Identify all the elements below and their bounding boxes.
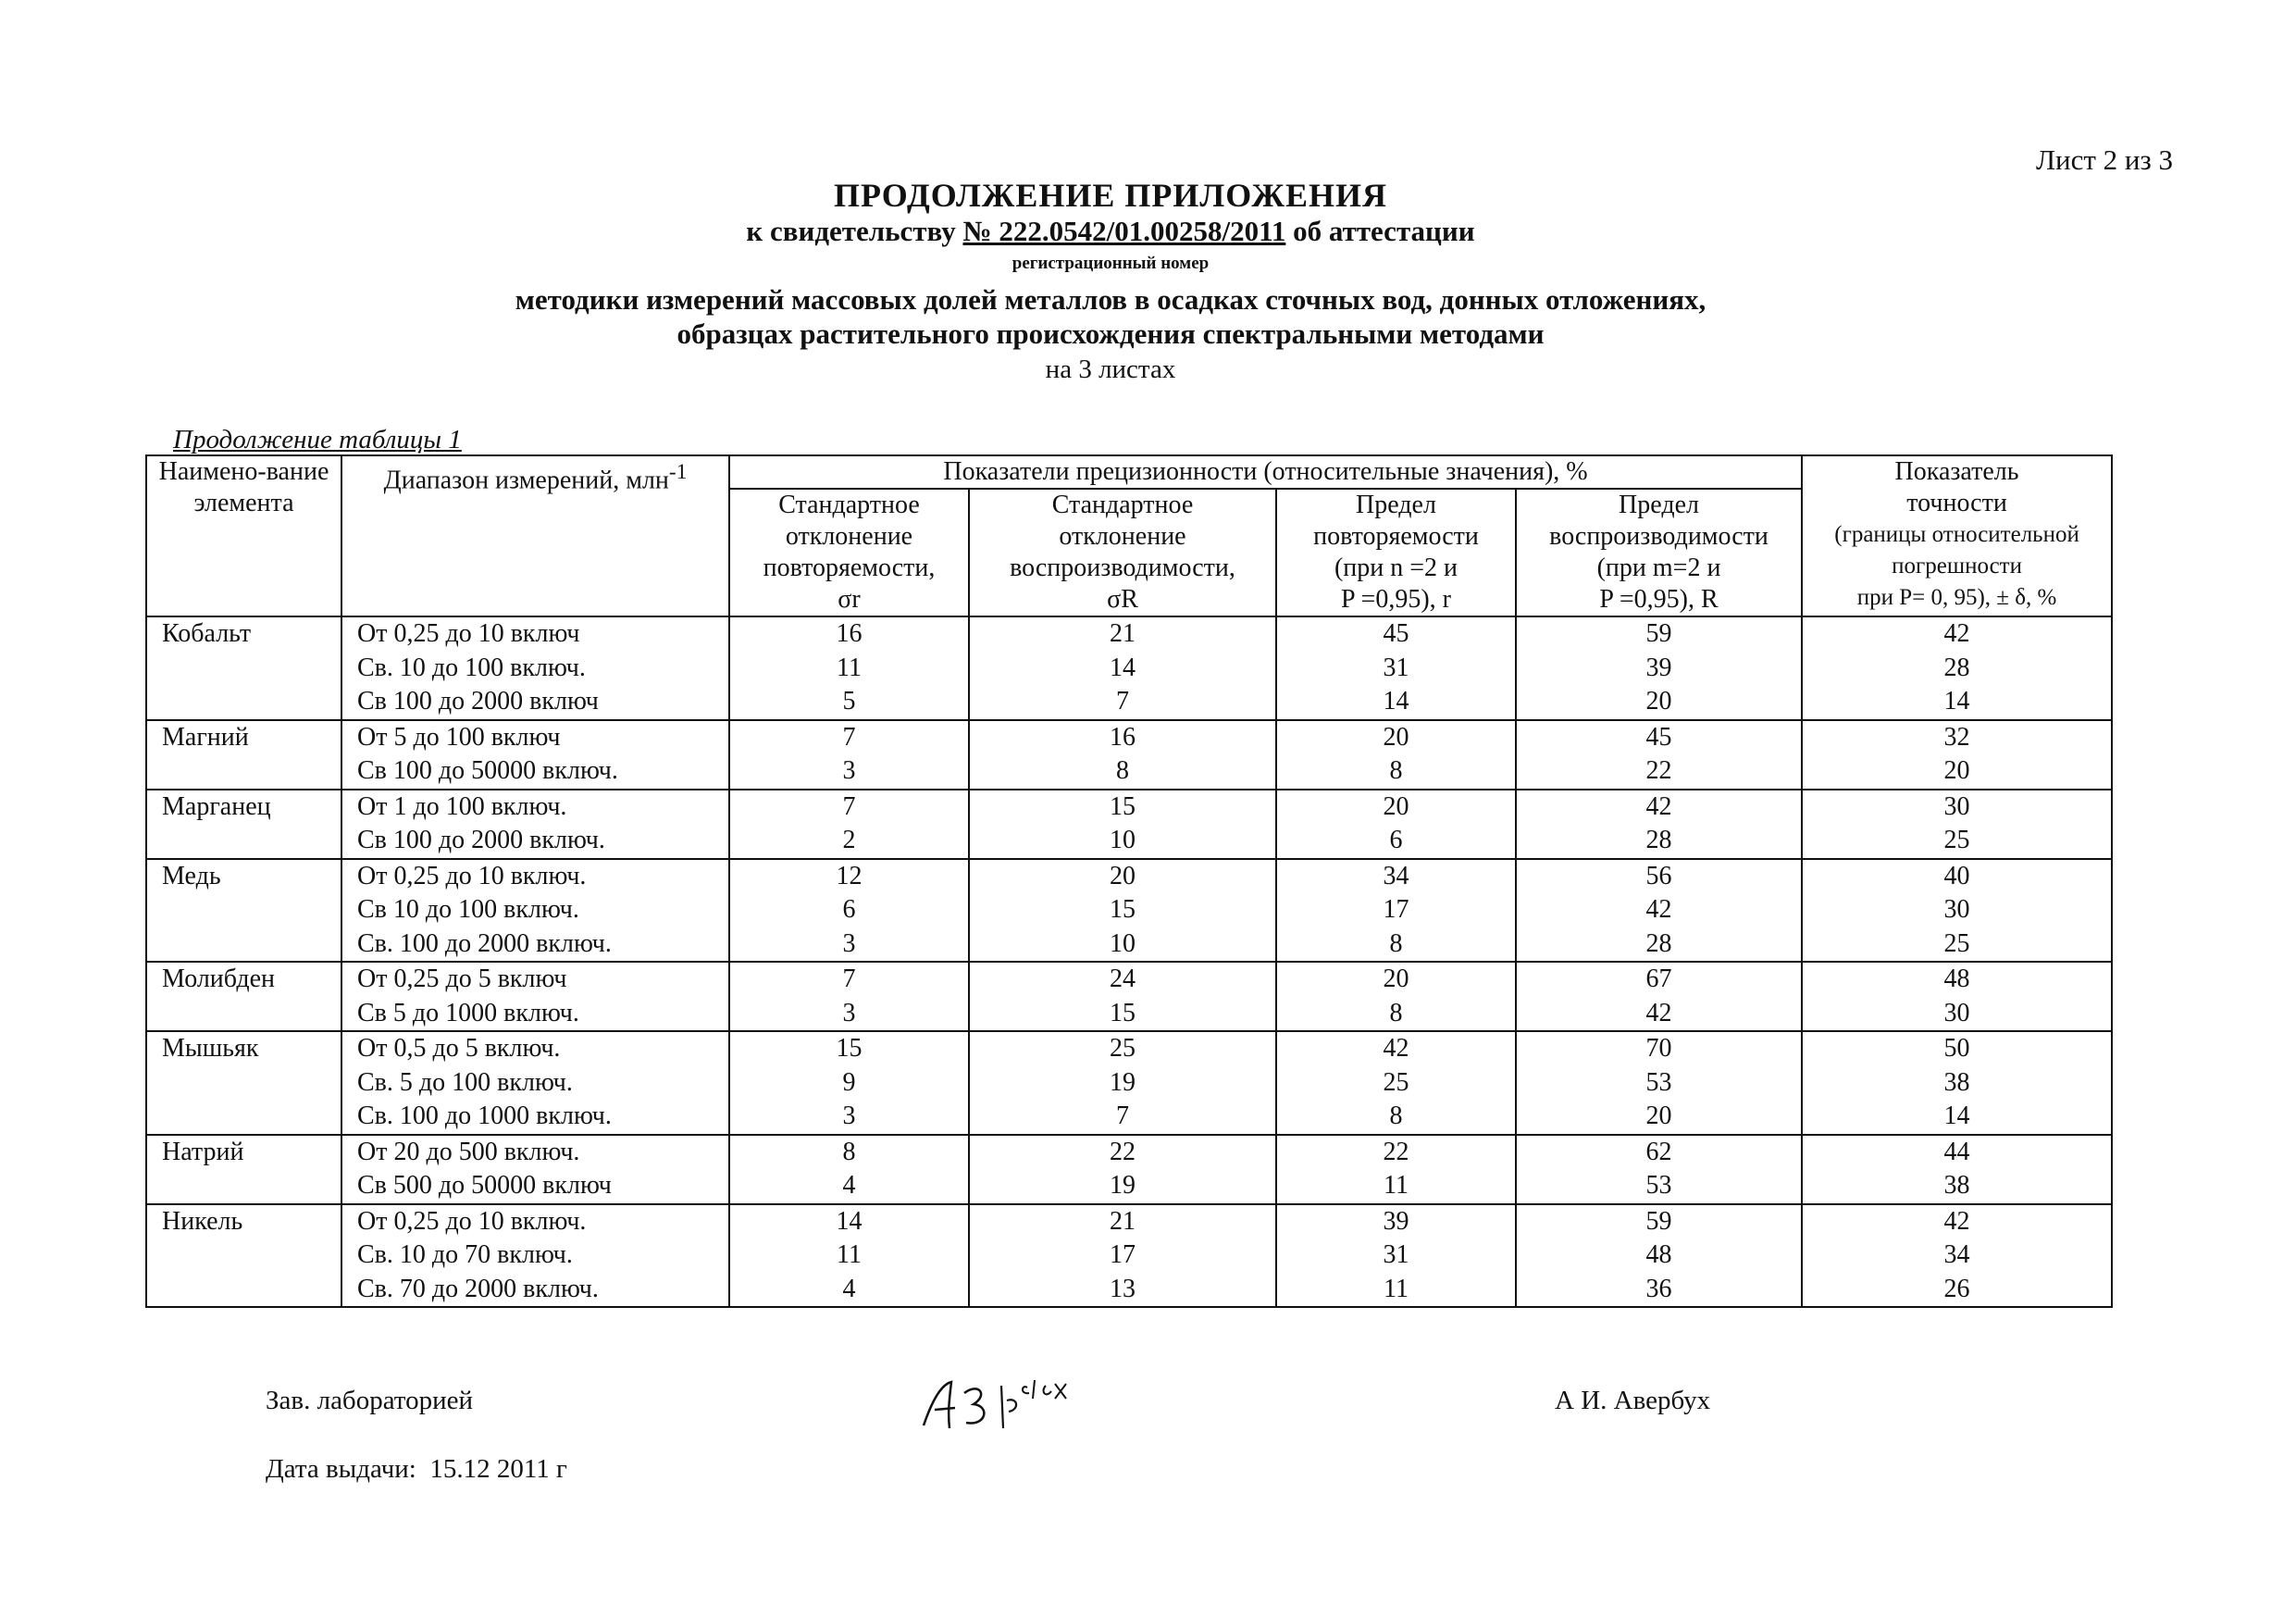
cell-element: [146, 790, 341, 859]
value-R: 59: [1645, 1206, 1672, 1236]
value-sr: 12: [836, 861, 863, 890]
element-name: Магний: [162, 722, 249, 752]
value-d: 32: [1943, 722, 1970, 752]
header-range: Диапазон измерений, млн$^{-1}$: [341, 455, 729, 616]
cell-element: [146, 1031, 341, 1135]
cell-sr: [729, 720, 969, 790]
method-title-line2: образцах растительного происхождения спектральными методами: [676, 317, 1545, 350]
value-sR: 14: [1110, 653, 1136, 682]
value-sR: 10: [1110, 928, 1136, 958]
value-R: 59: [1645, 619, 1672, 648]
value-r: 20: [1383, 965, 1409, 993]
cell-sr: [729, 962, 969, 1031]
value-sr: 11: [837, 1240, 862, 1269]
table-body: [146, 616, 2112, 1307]
value-R: 67: [1645, 965, 1672, 993]
value-sR: 25: [1110, 1034, 1136, 1063]
value-r: 39: [1383, 1206, 1409, 1236]
value-range: От 20 до 500 включ.: [357, 1137, 580, 1166]
cell-sR: [969, 790, 1276, 859]
value-R: 53: [1645, 1171, 1672, 1200]
header-R: Предел воспроизводимости (при m=2 и P =0,95), R: [1516, 489, 1802, 616]
value-R: 20: [1645, 1101, 1672, 1130]
value-sr: 15: [836, 1034, 863, 1063]
value-r: 8: [1389, 756, 1403, 785]
table-row: [146, 720, 2112, 790]
cell-sr: [729, 1204, 969, 1308]
value-r: 8: [1389, 928, 1403, 958]
value-r: 17: [1383, 895, 1409, 924]
cell-sR: [969, 616, 1276, 720]
value-d: 42: [1943, 1206, 1970, 1236]
value-d: 14: [1943, 687, 1970, 716]
value-R: 70: [1645, 1034, 1672, 1063]
value-sR: 19: [1110, 1067, 1136, 1097]
cell-r: [1276, 962, 1516, 1031]
value-range: Св 10 до 100 включ.: [357, 895, 579, 924]
precision-table: [145, 454, 2113, 1308]
value-R: 28: [1645, 928, 1672, 958]
value-sR: 24: [1110, 965, 1136, 993]
value-sr: 16: [836, 619, 863, 648]
cell-sr: [729, 859, 969, 963]
element-name: Натрий: [162, 1137, 244, 1166]
value-range: От 0,25 до 5 включ: [357, 965, 567, 993]
cell-r: [1276, 616, 1516, 720]
value-range: От 0,5 до 5 включ.: [357, 1034, 561, 1063]
element-name: Кобальт: [162, 619, 252, 648]
value-d: 30: [1943, 998, 1970, 1027]
header-r: Предел повторяемости (при n =2 и P =0,95), r: [1276, 489, 1516, 616]
value-r: 11: [1384, 1171, 1409, 1200]
cell-sr: [729, 616, 969, 720]
value-sr: 3: [842, 756, 856, 785]
element-name: Молибден: [162, 965, 275, 993]
value-sr: 2: [842, 826, 856, 854]
table-caption: Продолжение таблицы 1: [173, 425, 462, 454]
value-range: Св 5 до 1000 включ.: [357, 998, 579, 1027]
certificate-number: № 222.0542/01.00258/2011: [962, 215, 1286, 247]
cell-r: [1276, 1031, 1516, 1135]
value-r: 31: [1383, 1240, 1409, 1269]
value-range: Св. 5 до 100 включ.: [357, 1067, 573, 1097]
value-range: Св 100 до 2000 включ: [357, 687, 599, 716]
value-r: 42: [1383, 1034, 1409, 1063]
cell-r: [1276, 720, 1516, 790]
value-d: 25: [1943, 826, 1970, 854]
value-range: От 1 до 100 включ.: [357, 791, 567, 821]
header-element: Наимено-вание элемента: [146, 455, 341, 616]
method-title-line1: методики измерений массовых долей металлов в осадках сточных вод, донных отложениях,: [515, 283, 1706, 316]
value-d: 48: [1943, 965, 1970, 993]
value-sR: 15: [1110, 895, 1136, 924]
cell-d: [1802, 962, 2112, 1031]
value-r: 14: [1383, 687, 1409, 716]
cell-r: [1276, 859, 1516, 963]
cell-R: [1516, 962, 1802, 1031]
certificate-suffix: об аттестации: [1293, 215, 1475, 247]
cell-r: [1276, 790, 1516, 859]
value-sR: 19: [1110, 1171, 1136, 1200]
value-d: 30: [1943, 895, 1970, 924]
value-sR: 10: [1110, 826, 1136, 854]
value-sr: 5: [842, 687, 856, 716]
header-accuracy: Показатель точности (границы относительной погрешности при P= 0, 95), ± δ, %: [1802, 455, 2112, 616]
cell-range: [341, 720, 729, 790]
value-R: 42: [1645, 791, 1672, 821]
value-sR: 8: [1116, 756, 1129, 785]
value-r: 20: [1383, 722, 1409, 752]
cell-sR: [969, 720, 1276, 790]
value-sR: 15: [1110, 791, 1136, 821]
value-sR: 20: [1110, 861, 1136, 890]
cell-range: [341, 790, 729, 859]
value-r: 22: [1383, 1137, 1409, 1166]
cell-R: [1516, 1204, 1802, 1308]
value-sR: 21: [1110, 1206, 1136, 1236]
value-sR: 15: [1110, 998, 1136, 1027]
table-row: [146, 616, 2112, 720]
element-name: Марганец: [162, 791, 271, 821]
cell-sr: [729, 1135, 969, 1204]
value-range: Св. 100 до 2000 включ.: [357, 928, 612, 958]
value-range: Св. 100 до 1000 включ.: [357, 1101, 612, 1130]
value-d: 38: [1943, 1171, 1970, 1200]
value-sr: 7: [842, 722, 856, 752]
value-sR: 16: [1110, 722, 1136, 752]
value-r: 45: [1383, 619, 1409, 648]
value-d: 42: [1943, 619, 1970, 648]
value-sr: 4: [842, 1171, 856, 1200]
element-name: Мышьяк: [162, 1034, 259, 1063]
sheet-number: Лист 2 из 3: [2036, 143, 2174, 176]
value-range: От 0,25 до 10 включ.: [357, 1206, 587, 1236]
value-sR: 7: [1116, 687, 1129, 716]
signatory-name: А И. Авербух: [1555, 1386, 1711, 1415]
value-R: 56: [1645, 861, 1672, 890]
value-sR: 13: [1110, 1274, 1136, 1303]
cell-d: [1802, 1031, 2112, 1135]
value-sr: 9: [842, 1067, 856, 1097]
value-range: Св. 10 до 70 включ.: [357, 1240, 573, 1269]
value-d: 25: [1943, 928, 1970, 958]
value-range: От 5 до 100 включ: [357, 722, 561, 752]
value-range: Св 500 до 50000 включ: [357, 1171, 612, 1200]
cell-element: [146, 616, 341, 720]
table-row: [146, 859, 2112, 963]
issue-date-line: Дата выдачи: 15.12 2011 г: [266, 1454, 567, 1484]
cell-sR: [969, 1135, 1276, 1204]
cell-range: [341, 1031, 729, 1135]
cell-R: [1516, 616, 1802, 720]
cell-R: [1516, 859, 1802, 963]
value-d: 50: [1943, 1034, 1970, 1063]
position-label: Зав. лабораторией: [266, 1386, 474, 1415]
element-name: Медь: [162, 861, 221, 890]
value-range: Св 100 до 2000 включ.: [357, 826, 605, 854]
value-R: 53: [1645, 1067, 1672, 1097]
element-name: Никель: [162, 1206, 243, 1236]
registration-label: регистрационный номер: [1011, 254, 1210, 273]
cell-sR: [969, 962, 1276, 1031]
cell-element: [146, 1204, 341, 1308]
value-range: Св. 70 до 2000 включ.: [357, 1274, 599, 1303]
header-precision-group: Показатели прецизионности (относительные значения), %: [729, 455, 1802, 489]
cell-r: [1276, 1135, 1516, 1204]
cell-sr: [729, 1031, 969, 1135]
value-sr: 14: [836, 1206, 863, 1236]
value-R: 45: [1645, 722, 1672, 752]
value-sR: 22: [1110, 1137, 1136, 1166]
cell-sr: [729, 790, 969, 859]
value-r: 20: [1383, 791, 1409, 821]
value-range: Св 100 до 50000 включ.: [357, 756, 618, 785]
value-d: 44: [1943, 1137, 1970, 1166]
value-d: 26: [1943, 1274, 1970, 1303]
cell-d: [1802, 790, 2112, 859]
table-row: [146, 790, 2112, 859]
value-d: 38: [1943, 1067, 1970, 1097]
value-sR: 7: [1116, 1101, 1129, 1130]
value-r: 34: [1383, 861, 1409, 890]
document-title: ПРОДОЛЖЕНИЕ ПРИЛОЖЕНИЯ: [834, 177, 1387, 214]
issue-date: 15.12 2011 г: [429, 1454, 567, 1484]
cell-sR: [969, 1031, 1276, 1135]
value-R: 28: [1645, 826, 1672, 854]
cell-element: [146, 720, 341, 790]
value-sr: 3: [842, 998, 856, 1027]
value-r: 6: [1389, 826, 1403, 854]
value-r: 8: [1389, 1101, 1403, 1130]
value-R: 62: [1645, 1137, 1672, 1166]
cell-sR: [969, 1204, 1276, 1308]
value-d: 40: [1943, 861, 1970, 890]
value-sr: 11: [837, 653, 862, 682]
value-r: 8: [1389, 998, 1403, 1027]
value-R: 39: [1645, 653, 1672, 682]
cell-d: [1802, 720, 2112, 790]
signature: [916, 1375, 1101, 1439]
value-sr: 7: [842, 965, 856, 993]
cell-element: [146, 962, 341, 1031]
value-d: 28: [1943, 653, 1970, 682]
table-row: [146, 1031, 2112, 1135]
table-row: [146, 1135, 2112, 1204]
header-sr: Стандартное отклонение повторяемости, σr: [729, 489, 969, 616]
table-row: [146, 962, 2112, 1031]
cell-range: [341, 859, 729, 963]
value-sr: 3: [842, 1101, 856, 1130]
value-sr: 8: [842, 1137, 856, 1166]
value-d: 34: [1943, 1240, 1970, 1269]
cell-d: [1802, 616, 2112, 720]
certificate-line: [0, 215, 2221, 248]
value-sr: 7: [842, 791, 856, 821]
cell-element: [146, 1135, 341, 1204]
table-row: [146, 1204, 2112, 1308]
value-d: 14: [1943, 1101, 1970, 1130]
value-sR: 17: [1110, 1240, 1136, 1269]
value-R: 42: [1645, 895, 1672, 924]
value-d: 20: [1943, 756, 1970, 785]
cell-element: [146, 859, 341, 963]
value-r: 11: [1384, 1274, 1409, 1303]
cell-d: [1802, 1135, 2112, 1204]
cell-R: [1516, 1031, 1802, 1135]
cell-range: [341, 962, 729, 1031]
cell-range: [341, 1135, 729, 1204]
cell-r: [1276, 1204, 1516, 1308]
value-sr: 3: [842, 928, 856, 958]
cell-range: [341, 616, 729, 720]
value-sr: 6: [842, 895, 856, 924]
value-range: От 0,25 до 10 включ: [357, 619, 580, 648]
certificate-prefix: к свидетельству: [746, 215, 956, 247]
sheet-count: на 3 листах: [1045, 355, 1176, 384]
value-r: 25: [1383, 1067, 1409, 1097]
cell-d: [1802, 1204, 2112, 1308]
value-R: 42: [1645, 998, 1672, 1027]
value-R: 48: [1645, 1240, 1672, 1269]
cell-R: [1516, 1135, 1802, 1204]
value-range: От 0,25 до 10 включ.: [357, 861, 587, 890]
cell-R: [1516, 720, 1802, 790]
value-R: 20: [1645, 687, 1672, 716]
cell-range: [341, 1204, 729, 1308]
value-r: 31: [1383, 653, 1409, 682]
value-R: 22: [1645, 756, 1672, 785]
header-sR: Стандартное отклонение воспроизводимости, σR: [969, 489, 1276, 616]
value-R: 36: [1645, 1274, 1672, 1303]
value-d: 30: [1943, 791, 1970, 821]
value-sr: 4: [842, 1274, 856, 1303]
cell-d: [1802, 859, 2112, 963]
cell-R: [1516, 790, 1802, 859]
value-range: Св. 10 до 100 включ.: [357, 653, 586, 682]
cell-sR: [969, 859, 1276, 963]
value-sR: 21: [1110, 619, 1136, 648]
